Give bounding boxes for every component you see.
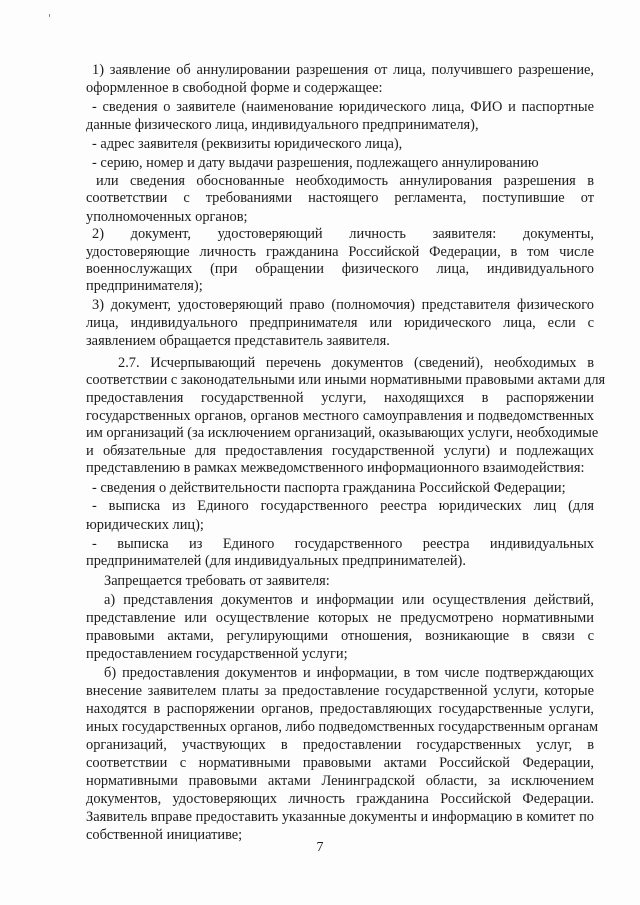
text-line: б) предоставления документов и информации, в том числе подтверждающих xyxy=(104,665,594,681)
text-line: представление или осуществление которых не предусмотрено нормативными xyxy=(86,610,594,626)
text-line: представлению в рамках межведомственного информационного взаимодействия: xyxy=(86,460,585,476)
text-line: - серию, номер и дату выдачи разрешения, подлежащего аннулированию xyxy=(92,155,539,171)
text-line: военнослужащих (при обращении физического лица, индивидуального xyxy=(86,261,594,277)
text-line: лица, индивидуального предпринимателя или юридического лица, если с xyxy=(86,315,594,331)
text-line: соответствии с требованиями настоящего регламента, поступившие от xyxy=(86,190,594,206)
text-line: 1) заявление об аннулировании разрешения от лица, получившего разрешение, xyxy=(92,62,594,78)
text-line: юридических лиц); xyxy=(86,517,204,533)
text-line: 3) документ, удостоверяющий право (полномочия) представителя физического xyxy=(92,297,594,313)
text-line: оформленное в свободной форме и содержащее: xyxy=(86,80,383,96)
text-line: нормативными правовыми актами Ленинградской области, за исключением xyxy=(86,773,594,789)
text-line: государственных органов, органов местного самоуправления и подведомственных xyxy=(86,408,594,424)
text-line: или сведения обоснованные необходимость аннулирования разрешения в xyxy=(96,173,594,189)
page-number: 7 xyxy=(316,840,324,855)
text-line: соответствии с нормативными правовыми актами Российской Федерации, xyxy=(86,755,594,771)
text-line: предпринимателей (для индивидуальных предпринимателей). xyxy=(86,553,466,569)
text-line: внесение заявителем платы за предоставление государственной услуги, которые xyxy=(86,683,594,699)
text-line: им организаций (за исключением организаций, оказывающих услуги, необходимые xyxy=(86,425,599,441)
text-line: - выписка из Единого государственного реестра индивидуальных xyxy=(92,536,594,552)
text-line: 2.7. Исчерпывающий перечень документов (сведений), необходимых в xyxy=(118,355,594,371)
text-line: Заявитель вправе предоставить указанные документы и информацию в комитет по xyxy=(86,809,594,825)
text-line: данные физического лица, индивидуального предпринимателя), xyxy=(86,117,479,133)
text-line: предпринимателя); xyxy=(86,278,203,294)
text-line: удостоверяющие личность гражданина Российской Федерации, в том числе xyxy=(86,244,594,260)
text-line: заявлением обращается представитель заявителя. xyxy=(86,333,390,349)
text-line: - сведения о заявителе (наименование юридического лица, ФИО и паспортные xyxy=(92,99,594,115)
text-line: - сведения о действительности паспорта гражданина Российской Федерации; xyxy=(92,480,566,496)
text-line: находятся в распоряжении органов, предоставляющих государственные услуги, xyxy=(86,701,594,717)
scan-mark xyxy=(49,14,50,17)
text-line: - адрес заявителя (реквизиты юридического лица), xyxy=(92,136,403,152)
text-line: правовыми актами, регулирующими отношения, возникающие в связи с xyxy=(86,628,594,644)
text-line: уполномоченных органов; xyxy=(86,209,248,225)
text-line: а) представления документов и информации или осуществления действий, xyxy=(104,592,594,608)
text-line: 2) документ, удостоверяющий личность заявителя: документы, xyxy=(92,226,594,242)
text-line: документов, удостоверяющих личность гражданина Российской Федерации. xyxy=(86,791,594,807)
text-line: соответствии с законодательными или иными нормативными правовыми актами для xyxy=(86,372,606,388)
text-line: - выписка из Единого государственного реестра юридических лиц (для xyxy=(92,498,594,514)
text-line: организаций, участвующих в предоставлении государственных услуг, в xyxy=(86,737,594,753)
text-line: предоставлением государственной услуги; xyxy=(86,646,348,662)
text-line: собственной инициативе; xyxy=(86,827,243,843)
text-line: предоставления государственной услуги, находящихся в распоряжении xyxy=(86,390,594,406)
text-line: иных государственных органов, либо подведомственных государственным органам xyxy=(86,719,599,735)
text-line: и обязательные для предоставления государственной услуги) и подлежащих xyxy=(86,443,594,459)
text-line: Запрещается требовать от заявителя: xyxy=(104,573,330,589)
